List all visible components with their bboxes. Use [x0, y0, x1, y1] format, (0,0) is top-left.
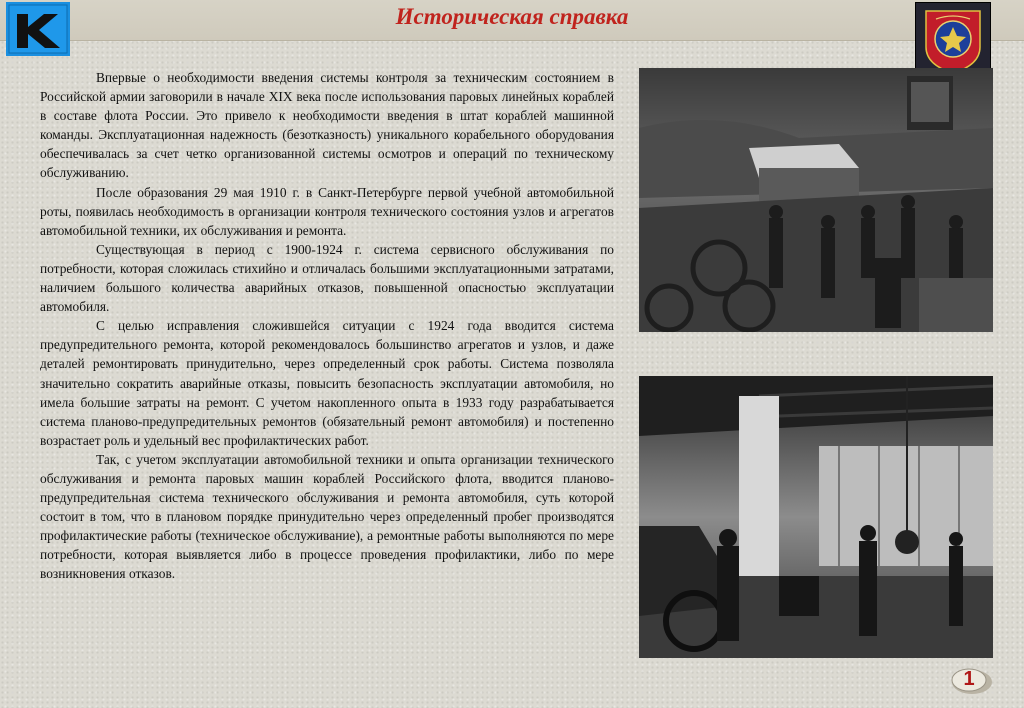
page-title: Историческая справка	[395, 4, 629, 29]
page-number: 1	[963, 668, 975, 690]
garage-workshop-photo	[639, 376, 993, 658]
paragraph: Впервые о необходимости введения системы контроля за техническим состоянием в Российской армии заговорили в начале XIX века после использования паровых линейных кораблей в составе флота России. Это привело к необходимости введения в штат кораблей машинной команды. Эксплуатационная надежность (безотказность) уникального корабельного оборудования обеспечивалась за счет четко организованной системы осмотров и операций по техническому обслуживанию.	[40, 70, 614, 181]
paragraph: После образования 29 мая 1910 г. в Санкт-Петербурге первой учебной автомобильной роты, появилась необходимость в организации контроля технического состояния узлов и агрегатов автомобильной техники, их обслуживания и ремонта.	[40, 184, 614, 238]
field-vehicle-repair-photo	[639, 68, 993, 332]
paragraph: Так, с учетом эксплуатации автомобильной техники и опыта организации технического обслуживания и ремонта паровых машин кораблей Российского флота, вводится планово-предупредительная система технического обслуживания и ремонта автомобиля, суть которой состоит в том, что в плановом порядке принудительно через определенный пробег производятся профилактические работы (техническое обслуживание), а ремонтные работы выполняются по мере потребности, которая выявляется либо в процессе проведения профилактики, либо по мере возникновения отказов.	[40, 451, 614, 582]
military-emblem-icon	[915, 2, 991, 78]
paragraph: Существующая в период с 1900-1924 г. система сервисного обслуживания по потребности, которая сложилась стихийно и отличалась большими эксплуатационными затратами, наличием большого количества аварийных отказов, повышенной опасностью эксплуатации автомобиля.	[40, 241, 614, 315]
paragraph: С целью исправления сложившейся ситуации с 1924 года вводится система предупредительного ремонта, которой рекомендовалось большинство агрегатов и узлов, и даже деталей ремонтировать принудительно, через определенный срок работы. Система позволяла значительно сократить аварийные отказы, повысить безопасность эксплуатации автомобиля, но имела большие затраты на ремонт. С учетом накопленного опыта в 1933 году разрабатывается система планово-предупредительных ремонтов (обязательный ремонт автомобиля) и постепенно возрастает роль и удельный вес профилактических работ.	[40, 318, 614, 448]
history-text	[40, 68, 614, 584]
